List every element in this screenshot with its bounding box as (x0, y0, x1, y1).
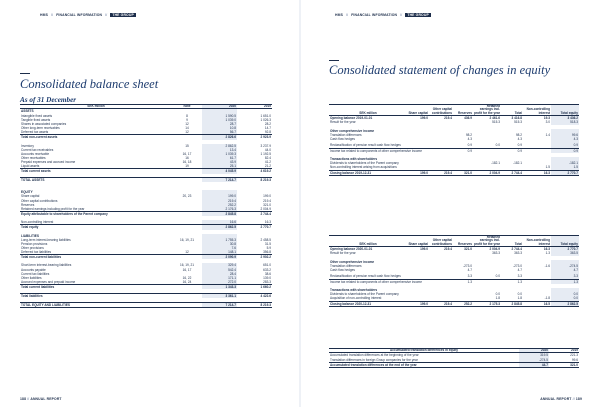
row-label: Translation differences in foreign Group companies for the year (330, 357, 418, 362)
row-label: Result for the year (330, 251, 356, 256)
value-2019: 1 660.2 (237, 285, 272, 290)
row-value: 1.8 (517, 296, 522, 301)
row-value: 0.0 (517, 292, 522, 297)
row-value: 2 770.7 (551, 247, 579, 252)
row-label: Acquisition of non-controlling interest (330, 296, 382, 301)
column-header-c1: Share capital (407, 105, 429, 116)
row-value: -273.0 (463, 263, 472, 268)
column-header-label: SEK million (329, 105, 407, 116)
row-note (172, 302, 202, 307)
brand: HMS (40, 13, 48, 17)
value-2020: 1 343.3 (202, 285, 237, 290)
column-header-2019: 2019 (549, 349, 579, 353)
value-2020: 1 755.3 (202, 238, 237, 242)
row-label: Intangible fixed assets (21, 113, 53, 118)
value-2020: 25.1 (202, 164, 237, 169)
translation-differences-table (329, 348, 579, 368)
row-label: Shares in associated companies (21, 121, 67, 126)
title-accent (329, 60, 339, 61)
column-header-label: SEK million (20, 105, 172, 109)
value-2020: 3 361.1 (202, 293, 237, 298)
page-footer-right: ANNUAL REPORT // 189 (540, 397, 582, 401)
value-2019: 8 219.3 (237, 302, 272, 307)
column-header-c7: Total equity (551, 236, 579, 247)
value-2019: 2 004.9 (260, 206, 271, 211)
row-value (429, 272, 453, 279)
row-label: Income tax related to components of other comprehensive income (330, 148, 423, 153)
section-label: FINANCIAL INFORMATION (351, 13, 398, 17)
value-2020: 329.4 (202, 263, 237, 267)
row-value: 2 744.4 (511, 247, 522, 252)
row-label: Cash flow hedges (330, 136, 355, 141)
value-2020: 2 862.5 (202, 225, 237, 230)
column-header-c6: Non-controlling interest (523, 236, 551, 247)
row-value: 1.4 (545, 132, 550, 137)
row-note: 16, 17 (182, 151, 192, 156)
value-2020: 44.7 (519, 362, 549, 367)
row-label: Income tax related to components of other comprehensive income (330, 279, 423, 284)
table-row (20, 302, 272, 307)
row-value: 98.2 (515, 132, 522, 137)
row-value: 1.3 (551, 279, 579, 284)
row-label: Accounts payable (21, 267, 46, 272)
row-value: 363.3 (514, 251, 522, 256)
row-note: 8 (186, 113, 188, 118)
value-2020: 4 045.9 (202, 169, 237, 174)
row-value (407, 141, 429, 148)
page-title: Consolidated balance sheet (20, 77, 159, 91)
header-row (329, 236, 579, 247)
column-header-2020: 2020 (519, 349, 549, 353)
row-label: Other liabilities (21, 275, 42, 280)
row-label: Short-term interest-bearing liabilities (21, 263, 72, 268)
row-label: Total current liabilities (20, 285, 172, 290)
row-note: 12 (185, 121, 189, 126)
column-header-c1: Share capital (407, 236, 429, 247)
value-2019: 3 237.9 (260, 143, 271, 148)
row-value: 1.5 (545, 165, 550, 170)
changes-table-2020 (329, 235, 579, 307)
row-label: Accrued expenses and prepaid income (21, 280, 76, 285)
row-value: 3 416.8 (511, 116, 522, 121)
row-note: 15 (185, 143, 189, 148)
row-value: 4.7 (467, 267, 472, 272)
row-value: 321.0 (453, 170, 473, 175)
row-value: 2 744.4 (501, 170, 523, 175)
value-2020: 7 214.7 (202, 178, 237, 183)
page-number: 188 (20, 397, 27, 401)
row-label: Other long-term receivables (21, 126, 60, 131)
row-value: 4.7 (551, 268, 579, 272)
row-value: 0.9 (467, 143, 472, 148)
table-row (329, 301, 579, 306)
row-value: 4.3 (517, 136, 522, 141)
value-2020: -274.5 (519, 358, 549, 363)
section-heading: Transactions with shareholders (330, 157, 378, 162)
value-2019: 1 192.5 (260, 151, 271, 156)
row-value: 199.0 (407, 170, 429, 175)
table-row (329, 170, 579, 175)
value-2019: 16.3 (264, 220, 271, 225)
value-2019: 5.9 (266, 245, 271, 250)
row-label: Total current assets (20, 169, 172, 174)
row-value (523, 141, 551, 148)
row-label: Non-controlling interest (21, 220, 54, 225)
footer-label: ANNUAL REPORT (540, 397, 572, 401)
value-2020: 7.6 (202, 246, 237, 250)
value-2020: 16.6 (202, 220, 237, 225)
value-2020: 2 826.6 (202, 135, 237, 140)
row-value: 0.9 (501, 148, 523, 153)
row-label: Dividends to shareholders of the Parent company (330, 161, 399, 166)
value-2019: 38.6 (264, 271, 271, 276)
value-2020: 28.7 (202, 122, 237, 126)
value-2019: 1 651.0 (260, 113, 271, 118)
footer-label: ANNUAL REPORT (30, 397, 62, 401)
row-value: 515.3 (492, 120, 500, 125)
row-value: 4.3 (551, 137, 579, 141)
section-heading: Transactions with shareholders (330, 288, 378, 293)
row-note: 12 (185, 250, 189, 255)
row-label: TOTAL ASSETS (20, 178, 172, 183)
row-value: 4.7 (517, 267, 522, 272)
value-2019: 2 744.4 (237, 212, 272, 217)
value-2020: 219.4 (202, 199, 237, 203)
row-note: 16, 19, 21 (180, 263, 194, 268)
row-value: 515.3 (514, 120, 522, 125)
column-header-c2: Other capital contributions (429, 105, 453, 116)
row-label: Deferred tax liabilities (21, 250, 52, 255)
row-label: Current tax receivables (21, 147, 54, 152)
value-2020: 2 176.3 (202, 207, 237, 212)
row-value: 16.5 (523, 301, 551, 306)
row-label: Accumulated translation differences at the beginning of the year (330, 353, 419, 358)
row-label: Inventory (21, 143, 34, 148)
row-note: 19 (185, 164, 189, 169)
row-label: Cash flow hedges (330, 267, 355, 272)
row-value: 2 845.8 (501, 301, 523, 306)
row-value: 0.9 (551, 148, 579, 153)
group-tag: THE GROUP (407, 12, 429, 17)
brand: HMS (335, 13, 343, 17)
row-value: 3.3 (467, 274, 472, 279)
row-value: 252.2 (453, 301, 473, 306)
table-row (329, 272, 579, 279)
row-label: Share capital (21, 194, 40, 199)
row-label: Translation differences (330, 132, 362, 137)
total-row (329, 362, 579, 367)
value-2020: 13.4 (202, 148, 237, 152)
value-2019: 92.8 (264, 130, 271, 135)
value-2019: 633.2 (263, 267, 271, 272)
row-note: 16, 19, 21 (180, 237, 194, 242)
value-2019: 4 619.2 (237, 169, 272, 174)
value-2019: 2 770.7 (237, 225, 272, 230)
column-header-c5: Total (501, 236, 523, 247)
row-value: 3.3 (551, 272, 579, 279)
row-label: Total equity (20, 225, 172, 230)
row-label: Current tax liabilities (21, 271, 50, 276)
value-2020: 2 090.9 (202, 255, 237, 260)
section-heading: EQUITY (21, 190, 33, 195)
value-2019: 44.0 (264, 147, 271, 152)
row-value (407, 272, 429, 279)
row-value: 98.2 (465, 132, 472, 137)
row-value: 99.6 (551, 133, 579, 137)
row-label: Long-term interest-bearing liabilities (21, 237, 71, 242)
row-value: 16.3 (523, 170, 551, 175)
row-value: -182.1 (491, 161, 500, 166)
row-value: 363.5 (551, 251, 579, 255)
value-2019: 4 422.6 (237, 293, 272, 298)
row-value: 3.3 (517, 274, 522, 279)
group-tag: THE GROUP (112, 12, 134, 17)
row-value: 2 770.7 (551, 170, 579, 175)
value-2019: 2 923.9 (237, 135, 272, 140)
column-header-label: Accumulated translation differences in equity (329, 349, 519, 353)
row-value: 0.0 (495, 143, 500, 148)
row-note: 16, 18 (182, 160, 192, 165)
section-heading: LIABILITIES (21, 233, 39, 238)
value-2020: 7 214.7 (202, 302, 237, 307)
column-header-c6: Non-controlling interest (523, 105, 551, 116)
row-value: 2 004.9 (473, 170, 501, 175)
row-value: 363.3 (492, 251, 500, 256)
row-note: 12 (185, 130, 189, 135)
row-label: Reclassification of pension result cash flow hedges (330, 143, 401, 148)
row-label: Deferred tax assets (21, 130, 49, 135)
row-label: Other capital contributions (21, 198, 58, 203)
row-value: 2 862.5 (551, 301, 579, 306)
value-2020: 1 590.5 (202, 114, 237, 118)
row-note: 16, 22 (182, 275, 192, 280)
value-2020: 542.4 (202, 268, 237, 272)
row-label: Closing balance 2019-12-31 (329, 170, 407, 175)
value-2020: 171.1 (202, 276, 237, 280)
value-2020: 10.8 (202, 126, 237, 130)
row-note: 16 (185, 155, 189, 160)
row-value: 219.4 (444, 116, 452, 121)
section-label: FINANCIAL INFORMATION (56, 13, 103, 17)
column-header-2020: 2020 (202, 105, 237, 109)
row-value: 1.8 (495, 296, 500, 301)
value-2020: 252.2 (202, 203, 237, 207)
changes-in-equity-page (301, 0, 600, 407)
balance-sheet-page (0, 0, 299, 407)
row-value: 219.4 (444, 247, 452, 252)
column-header-c4: Retained earnings incl. profit for the year (474, 235, 501, 246)
row-value: 0.0 (495, 292, 500, 297)
section-heading: ASSETS (21, 109, 34, 114)
page-header: HMS // FINANCIAL INFORMATION // THE GROUP (335, 12, 429, 17)
value-2020: 30.8 (202, 242, 237, 246)
value-2019: 283.3 (263, 280, 271, 285)
value-2020: 61.7 (202, 156, 237, 160)
row-value: 0.9 (517, 143, 522, 148)
row-note: 20, 23 (182, 194, 192, 199)
section-heading: Other comprehensive income (330, 128, 375, 133)
value-2019: 1 026.3 (260, 117, 271, 122)
row-value: 0.0 (551, 296, 579, 301)
column-header-c3: Reserves (453, 236, 473, 247)
value-2019: 221.3 (570, 353, 578, 358)
row-value: -1.8 (544, 296, 550, 301)
row-value: -273.0 (513, 263, 522, 268)
value-2020: 43.9 (202, 160, 237, 164)
row-value: 3.0 (545, 120, 550, 125)
row-label: Translation differences (330, 263, 362, 268)
value-2019: 651.0 (263, 263, 271, 268)
value-2019: 219.4 (263, 198, 271, 203)
value-2019: 2 902.2 (237, 255, 272, 260)
value-2020: 1 039.3 (202, 152, 237, 156)
column-header-c3: Reserves (453, 105, 473, 116)
value-2019: 321.0 (263, 202, 271, 207)
row-note: 14 (185, 126, 189, 131)
row-value: 1.3 (501, 279, 523, 284)
row-value (429, 141, 453, 148)
row-value: 518.3 (551, 120, 579, 124)
value-2020: 148.1 (202, 250, 237, 255)
row-label: Opening balance 2019-01-01 (330, 116, 373, 121)
value-2019: 199.0 (263, 194, 271, 199)
row-value: 1.3 (545, 251, 550, 256)
value-2019: 82.4 (264, 155, 271, 160)
row-value: -182.1 (551, 161, 579, 165)
value-2019: 2 458.5 (260, 237, 271, 242)
row-value: 199.0 (407, 301, 429, 306)
value-2020: 272.0 (202, 280, 237, 285)
row-value: 0.0 (495, 274, 500, 279)
row-value: 1.5 (551, 165, 579, 170)
row-value: 436.9 (464, 116, 472, 121)
row-label: Total liabilities (20, 293, 172, 298)
row-label: Opening balance 2020-01-01 (330, 247, 373, 252)
row-value: 0.9 (453, 148, 473, 153)
row-value: 16.3 (543, 247, 550, 252)
row-value: 219.4 (429, 301, 453, 306)
row-value: 2 461.6 (489, 116, 500, 121)
value-2020: 2 862.5 (202, 144, 237, 148)
row-label: Accounts receivable (21, 151, 50, 156)
value-2019: 139.0 (263, 275, 271, 280)
row-value: 321.0 (464, 247, 472, 252)
section-heading: Other comprehensive income (330, 259, 375, 264)
row-label: Other provisions (21, 245, 44, 250)
value-2019: 8 219.3 (237, 178, 272, 183)
row-label: Reclassification of pension result cash flow hedges (330, 274, 401, 279)
value-2020: 1 039.0 (202, 118, 237, 122)
header-row (329, 105, 579, 116)
row-value: 4.3 (467, 136, 472, 141)
column-header-c2: Other capital contributions (429, 236, 453, 247)
column-header-2019: 2019 (237, 105, 272, 109)
page-title: Consolidated statement of changes in equity (329, 63, 551, 77)
row-label: Total non-current assets (20, 135, 172, 140)
page-footer-left: 188 // ANNUAL REPORT (20, 397, 62, 401)
value-2020: 2 845.8 (202, 212, 237, 217)
row-value: -274.5 (551, 264, 579, 268)
value-2019: 356.8 (263, 250, 271, 255)
table-row (329, 141, 579, 148)
row-value: 199.0 (420, 247, 428, 252)
row-value: 19.3 (543, 116, 550, 121)
row-note: 16, 24 (182, 280, 192, 285)
value-2020: 56.7 (202, 130, 237, 135)
row-label: Result for the year (330, 120, 356, 125)
value-2019: 31.5 (264, 241, 271, 246)
value-2019: 14.7 (264, 126, 271, 131)
value-2019: 321.0 (549, 362, 579, 367)
page-header: HMS // FINANCIAL INFORMATION // THE GROUP (40, 12, 134, 17)
row-value: 199.0 (420, 116, 428, 121)
row-label: Prepaid expenses and accrued income (21, 160, 76, 165)
row-note: 9 (186, 117, 188, 122)
row-label: Retained earnings including profit for the year (21, 206, 85, 211)
value-2020: 28.4 (202, 272, 237, 276)
title-accent (20, 73, 30, 74)
column-header-note: Note (172, 105, 202, 109)
row-label: Total non-current liabilities (20, 255, 172, 260)
row-value: 1.3 (453, 279, 473, 284)
row-value: 2 175.3 (473, 301, 501, 306)
row-value: -182.1 (513, 161, 522, 166)
row-note: 16, 17 (182, 267, 192, 272)
column-header-c5: Total (501, 105, 523, 116)
row-label: Closing balance 2020-12-31 (329, 301, 407, 306)
row-label: Liquid assets (21, 164, 40, 169)
column-header-c4: Retained earnings incl. profit for the year (474, 104, 501, 115)
column-header-c7: Total equity (551, 105, 579, 116)
changes-table-2019 (329, 104, 579, 176)
row-value: 0.0 (551, 292, 579, 296)
value-2019: 41.2 (264, 160, 271, 165)
value-2020: 319.5 (519, 353, 549, 358)
row-label: Tangible fixed assets (21, 117, 51, 122)
row-value: 3 436.2 (551, 116, 579, 121)
balance-sheet-table (20, 104, 272, 308)
column-header-label: SEK million (329, 236, 407, 247)
row-label: Equity attributable to shareholders of the Parent company (20, 212, 172, 217)
row-label: Other receivables (21, 155, 46, 160)
row-value (523, 272, 551, 279)
row-label: Accumulated translation differences at the end of the year (329, 362, 519, 367)
row-label: TOTAL EQUITY AND LIABILITIES (20, 302, 172, 307)
page-subtitle: As of 31 December (20, 96, 77, 104)
row-label: Pension provisions (21, 241, 48, 246)
row-label: Non-controlling interest arising from acquisitions (330, 165, 397, 170)
value-2020: 199.0 (202, 194, 237, 198)
row-value: 219.4 (429, 170, 453, 175)
row-value: 0.9 (551, 141, 579, 148)
value-2019: 28.2 (264, 121, 271, 126)
row-value: -1.6 (544, 263, 550, 268)
row-label: Dividends to shareholders of the Parent company (330, 292, 399, 297)
row-value: 2 004.9 (489, 247, 500, 252)
value-2019: 99.6 (571, 357, 578, 362)
page-number: 189 (575, 397, 582, 401)
value-2019: 21.2 (264, 164, 271, 169)
row-label: Reserves (21, 202, 35, 207)
